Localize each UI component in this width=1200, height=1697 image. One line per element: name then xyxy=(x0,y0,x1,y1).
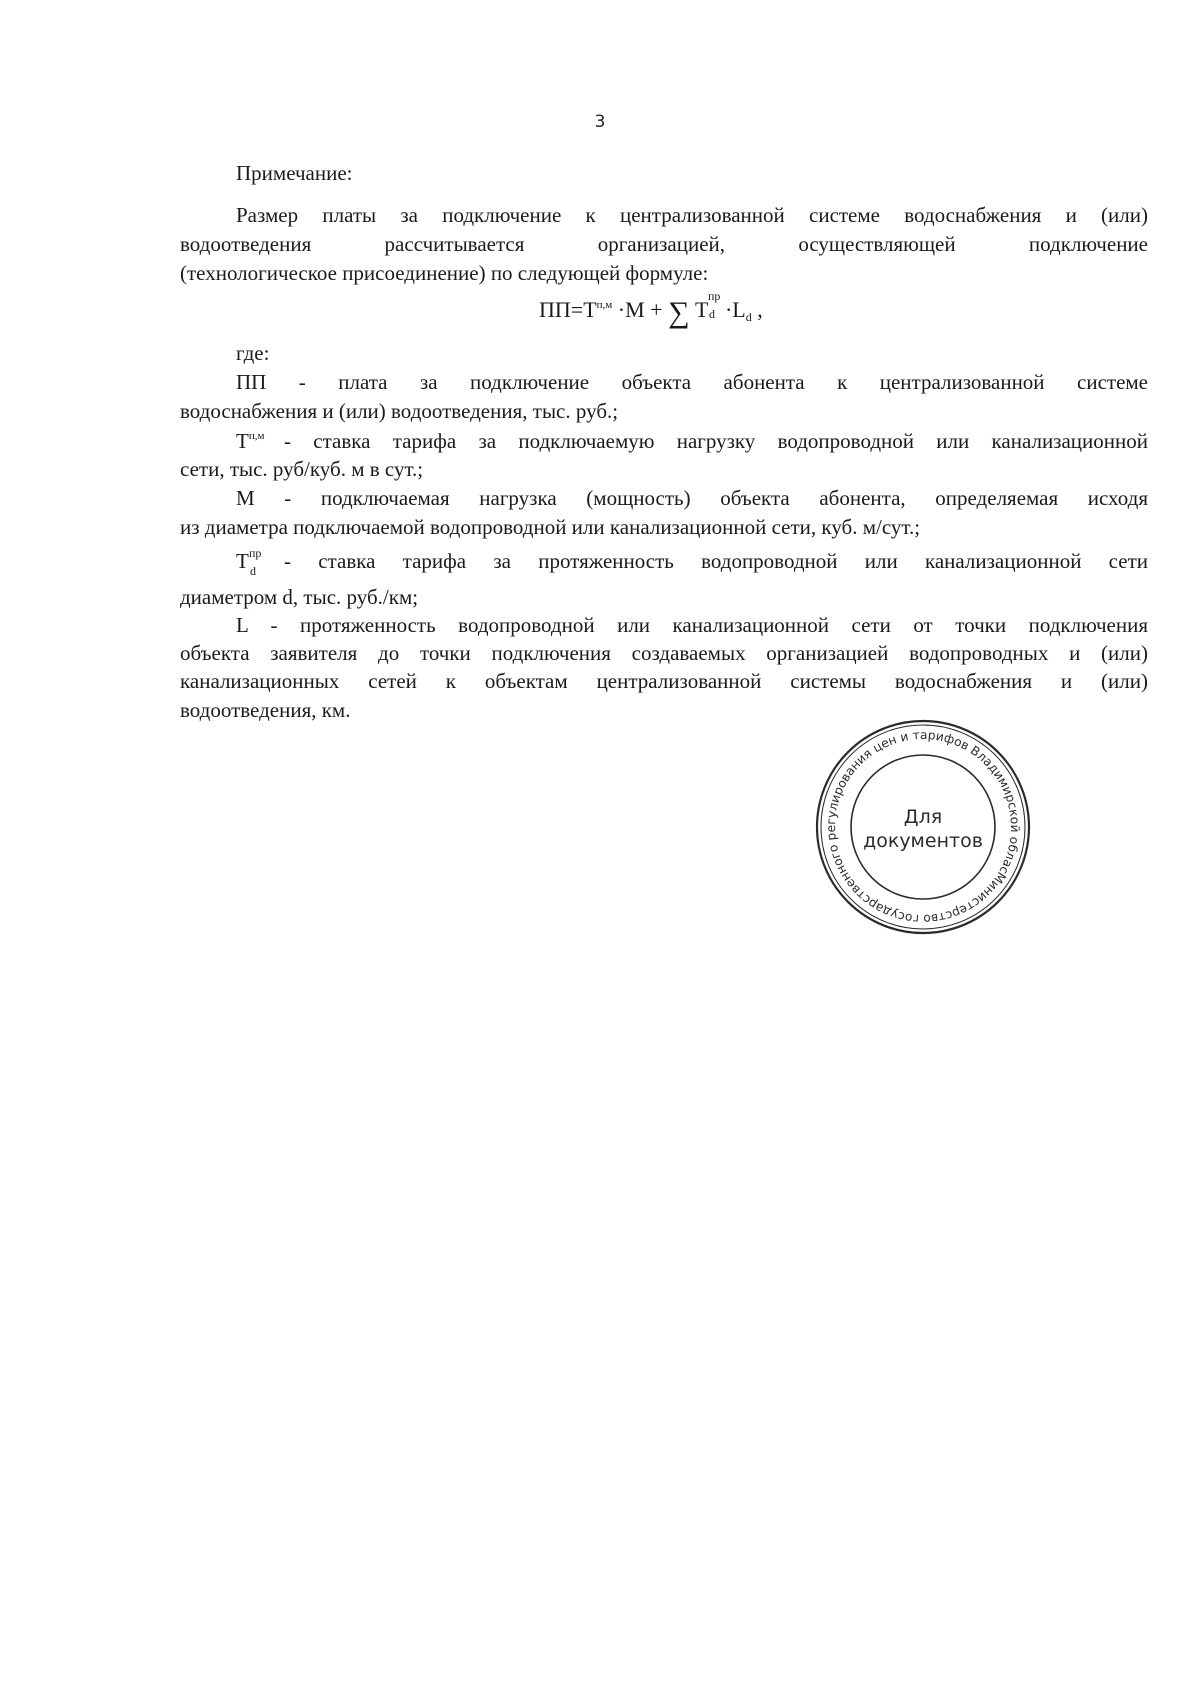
formula-eq: = xyxy=(570,297,584,322)
def-l-line-4: водоотведения, км. xyxy=(180,698,351,722)
def-pp-line-1: ПП - плата за подключение объекта абонента к централизованной системе xyxy=(236,370,1148,394)
page-number: 3 xyxy=(594,112,606,132)
formula-lhs: ПП xyxy=(539,297,571,322)
intro-line-3: (технологическое присоединение) по следующей формуле: xyxy=(180,261,709,285)
note-heading: Примечание: xyxy=(236,161,353,185)
def-l-line-3: канализационных сетей к объектам централизованной системы водоснабжения и (или) xyxy=(180,669,1148,693)
formula-sigma: ∑ xyxy=(668,296,690,329)
def-m-line-2: из диаметра подключаемой водопроводной или канализационной сети, куб. м/сут.; xyxy=(180,515,921,539)
formula-dot-2: · xyxy=(724,297,733,322)
formula-t2-sup: пр xyxy=(707,289,721,303)
def-t-line-2: сети, тыс. руб/куб. м в сут.; xyxy=(180,457,424,481)
def-t-line-1: - ставка тарифа за подключаемую нагрузку водопроводной или канализационной xyxy=(284,429,1148,453)
formula-t2 xyxy=(694,289,725,323)
intro-line-2: водоотведения рассчитывается организацией, осуществляющей подключение xyxy=(180,232,1148,256)
def-td-symbol-wrap xyxy=(236,546,266,578)
formula-t1-sup: п,м xyxy=(596,299,613,311)
def-td-line-1: - ставка тарифа за протяженность водопроводной или канализационной сети xyxy=(284,549,1148,573)
def-td-symbol-base: Т xyxy=(236,549,249,573)
formula-t1: Т xyxy=(583,297,597,322)
stamp-ring-text: Министерство государственного регулирования цен и тарифов Владимирской облас xyxy=(823,727,1023,927)
def-l-line-2: объекта заявителя до точки подключения создаваемых организацией водопроводных и (или) xyxy=(180,641,1148,665)
def-td-symbol-sup: пр xyxy=(249,546,262,560)
intro-line-1: Размер платы за подключение к централизованной системе водоснабжения и (или) xyxy=(236,203,1148,227)
def-l-line-1: L - протяженность водопроводной или канализационной сети от точки подключения xyxy=(236,613,1148,637)
def-td-symbol-sub: d xyxy=(250,564,256,578)
where-label: где: xyxy=(236,341,270,365)
def-t-symbol xyxy=(236,428,274,454)
stamp-center-line-2: документов xyxy=(863,830,983,852)
formula-t2-base: Т xyxy=(694,297,709,322)
stamp-graphic xyxy=(813,717,1033,937)
formula-l: L xyxy=(732,297,746,322)
formula-comma: , xyxy=(757,297,763,322)
formula-dot-1: · xyxy=(617,297,626,322)
def-m-line-1: М - подключаемая нагрузка (мощность) объекта абонента, определяемая исходя xyxy=(236,486,1148,510)
def-td-line-2: диаметром d, тыс. руб./км; xyxy=(180,585,419,609)
formula-plus: + xyxy=(650,297,663,322)
def-td-symbol xyxy=(236,548,276,578)
def-t-symbol-base: Т xyxy=(236,429,249,453)
formula-m: М xyxy=(625,297,645,322)
def-pp-line-2: водоснабжения и (или) водоотведения, тыс. руб.; xyxy=(180,399,619,423)
formula-l-sub: d xyxy=(745,310,752,324)
stamp-center-line-1: Для xyxy=(903,806,943,828)
def-t-symbol-sup: п,м xyxy=(248,430,265,442)
formula-t2-sub: d xyxy=(708,307,715,321)
official-stamp xyxy=(813,717,1033,937)
payment-formula xyxy=(539,289,763,330)
